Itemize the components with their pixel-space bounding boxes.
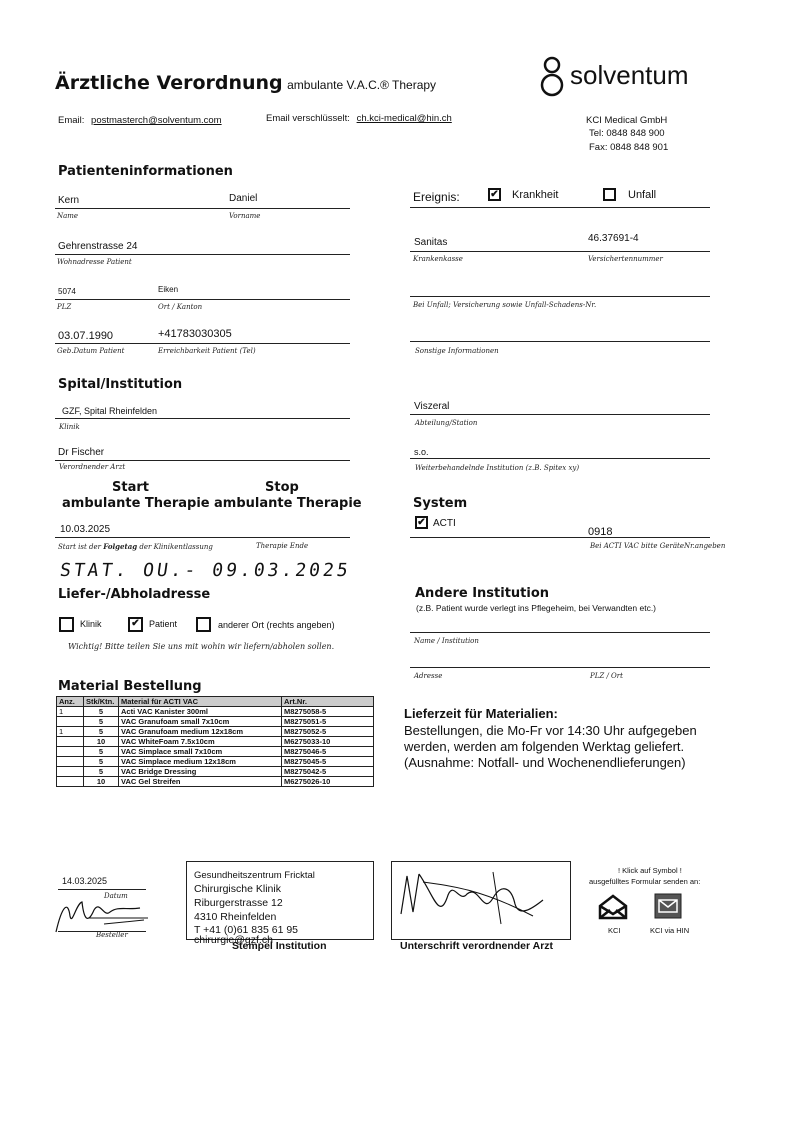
stamp-line-4: 4310 Rheinfelden: [194, 911, 277, 923]
line-kasse: [410, 251, 710, 252]
table-row: 5 VAC Granufoam small 7x10cm M8275051-5: [57, 717, 374, 727]
checkbox-liefer-patient[interactable]: ✔: [128, 617, 143, 632]
section-liefer: Liefer-/Abholadresse: [58, 587, 211, 602]
brand-name: solventum: [570, 60, 689, 90]
title-main: Ärztliche Verordnung: [55, 72, 283, 94]
unterschrift-label: Unterschrift verordnender Arzt: [400, 940, 554, 952]
company-name: KCI Medical GmbH: [586, 115, 668, 126]
line-system: [410, 537, 710, 538]
section-system: System: [413, 496, 468, 511]
line-geb: [55, 343, 350, 344]
lieferzeit-line1: Bestellungen, die Mo-Fr vor 14:30 Uhr aufgegeben: [404, 723, 697, 738]
table-row: 1 5 Acti VAC Kanister 300ml M8275058-5: [57, 707, 374, 717]
weiter-label: Weiterbehandelnde Institution (z.B. Spitex xy): [415, 464, 580, 472]
line-klinik: [55, 418, 350, 419]
unfall-nr-label: Bei Unfall; Versicherung sowie Unfall-Schadens-Nr.: [413, 301, 597, 309]
line-plz: [55, 299, 350, 300]
title-sub: ambulante V.A.C.® Therapy: [287, 78, 437, 92]
patient-plz[interactable]: 5074: [58, 287, 76, 296]
kci-label: KCI: [608, 926, 621, 935]
ereignis-label: Ereignis:: [413, 190, 460, 204]
kci-hin-label: KCI via HIN: [650, 926, 690, 935]
col-anz: Anz.: [57, 697, 84, 707]
line-ereignis: [410, 207, 710, 208]
start-label: Start ist der Folgetag der Klinikentlassung: [58, 542, 213, 551]
institution-stamp: [186, 861, 374, 940]
line-name: [55, 208, 350, 209]
sonstige-label: Sonstige Informationen: [415, 347, 499, 355]
line-start: [55, 537, 350, 538]
tel-label: Erreichbarkeit Patient (Tel): [158, 347, 256, 355]
line-adresse: [55, 254, 350, 255]
patient-adresse[interactable]: Gehrenstrasse 24: [58, 241, 138, 252]
kasse-label: Krankenkasse: [413, 255, 463, 263]
datum-value[interactable]: 14.03.2025: [62, 876, 108, 886]
line-weiter: [410, 458, 710, 459]
material-header-row: [57, 697, 374, 707]
line-arzt: [55, 460, 350, 461]
adresse-label: Wohnadresse Patient: [57, 258, 132, 266]
geraet-label: Bei ACTI VAC bitte GeräteNr.angeben: [590, 542, 726, 550]
liefer-patient-label: Patient: [149, 619, 178, 629]
company-fax: Fax: 0848 848 901: [589, 142, 669, 153]
email-enc-row: [266, 113, 452, 124]
krankenkasse[interactable]: Sanitas: [414, 237, 448, 248]
weiter-value[interactable]: s.o.: [414, 447, 429, 457]
stamp-line-5: T +41 (0)61 835 61 95: [194, 924, 299, 936]
besteller-signature-icon: [48, 896, 158, 936]
lieferzeit-line2: werden, werden am folgenden Werktag geliefert.: [404, 739, 685, 754]
unfall-label: Unfall: [628, 189, 657, 201]
start-heading-1: Start: [112, 480, 149, 495]
stamp-line-1: Gesundheitszentrum Fricktal: [194, 870, 315, 881]
email-label: Email:: [58, 115, 85, 126]
handwritten-note: STAT. OU.- 09.03.2025: [58, 560, 353, 581]
stamp-line-2: Chirurgische Klinik: [194, 883, 281, 895]
checkbox-unfall[interactable]: [603, 188, 616, 201]
line-abteilung: [410, 414, 710, 415]
checkbox-acti[interactable]: ✔: [415, 516, 428, 529]
vorname-label: Vorname: [229, 212, 261, 220]
versnr-label: Versichertennummer: [588, 255, 663, 263]
email-row: [58, 115, 222, 126]
send-kci-hin-button[interactable]: [654, 893, 682, 919]
checkbox-liefer-anderer[interactable]: [196, 617, 211, 632]
email-link[interactable]: postmasterch@solventum.com: [91, 115, 222, 126]
liefer-klinik-label: Klinik: [80, 619, 102, 629]
send-hint-1: ! Klick auf Symbol !: [618, 866, 682, 875]
lieferzeit-title: Lieferzeit für Materialien:: [404, 706, 558, 721]
abteilung-label: Abteilung/Station: [415, 419, 478, 427]
col-artnr: Art.Nr.: [282, 697, 374, 707]
doctor-signature-icon: [393, 864, 568, 934]
stop-heading-1: Stop: [265, 480, 299, 495]
section-patient: Patienteninformationen: [58, 164, 233, 179]
section-spital: Spital/Institution: [58, 377, 183, 392]
email-enc-label: Email verschlüsselt:: [266, 113, 350, 124]
table-row: 5 VAC Simplace medium 12x18cm M8275045-5: [57, 757, 374, 767]
patient-name[interactable]: Kern: [58, 195, 80, 206]
patient-vorname[interactable]: Daniel: [229, 193, 258, 204]
stamp-line-3: Riburgerstrasse 12: [194, 897, 283, 909]
section-andere: Andere Institution: [415, 586, 550, 601]
checkbox-liefer-klinik[interactable]: [59, 617, 74, 632]
start-date[interactable]: 10.03.2025: [60, 524, 111, 535]
abteilung-value[interactable]: Viszeral: [414, 401, 450, 412]
line-andere-adresse: [410, 667, 710, 668]
klinik-value[interactable]: GZF, Spital Rheinfelden: [62, 406, 158, 416]
ende-label: Therapie Ende: [256, 542, 309, 550]
col-stk: Stk/Ktn.: [84, 697, 119, 707]
patient-tel[interactable]: +41783030305: [158, 328, 232, 340]
plz-label: PLZ: [57, 303, 72, 311]
hin-mail-icon: [654, 893, 682, 919]
liefer-anderer-label: anderer Ort (rechts angeben): [218, 620, 335, 630]
name-label: Name: [57, 212, 79, 220]
line-unfall-nr: [410, 296, 710, 297]
start-heading-2: ambulante Therapie: [62, 496, 210, 511]
liefer-hinweis: Wichtig! Bitte teilen Sie uns mit wohin wir liefern/abholen sollen.: [68, 642, 335, 651]
solventum-logo-icon: [538, 54, 566, 98]
andere-adresse-label: Adresse: [414, 672, 443, 680]
stempel-label: Stempel Institution: [232, 940, 327, 952]
checkbox-krankheit[interactable]: ✔: [488, 188, 501, 201]
col-material: Material für ACTI VAC: [119, 697, 282, 707]
material-table: [56, 696, 374, 787]
table-row: 1 5 VAC Granufoam medium 12x18cm M8275052-5: [57, 727, 374, 737]
acti-label: ACTI: [433, 518, 456, 529]
company-tel: Tel: 0848 848 900: [589, 128, 665, 139]
email-enc-link[interactable]: ch.kci-medical@hin.ch: [356, 113, 452, 124]
geb-label: Geb.Datum Patient: [57, 347, 125, 355]
andere-plz-label: PLZ / Ort: [590, 672, 623, 680]
besteller-label: Besteller: [96, 931, 128, 939]
table-row: 5 VAC Simplace small 7x10cm M8275046-5: [57, 747, 374, 757]
klinik-label: Klinik: [59, 423, 80, 431]
andere-name-label: Name / Institution: [414, 637, 479, 645]
line-datum: [58, 889, 146, 890]
lieferzeit-line3: (Ausnahme: Notfall- und Wochenendlieferungen): [404, 755, 686, 770]
line-andere-name: [410, 632, 710, 633]
page-title: [55, 72, 436, 94]
table-row: 5 VAC Bridge Dressing M8275042-5: [57, 767, 374, 777]
datum-label: Datum: [104, 892, 128, 900]
table-row: 10 VAC WhiteFoam 7.5x10cm M6275033-10: [57, 737, 374, 747]
table-row: 10 VAC Gel Streifen M6275026-10: [57, 777, 374, 787]
ort-label: Ort / Kanton: [158, 303, 203, 311]
versichertennummer[interactable]: 46.37691-4: [588, 233, 639, 244]
envelope-icon: [597, 893, 629, 921]
section-material: Material Bestellung: [58, 679, 202, 694]
stop-heading-2: ambulante Therapie: [214, 496, 362, 511]
patient-geb[interactable]: 03.07.1990: [58, 330, 114, 342]
krankheit-label: Krankheit: [512, 189, 559, 201]
arzt-value[interactable]: Dr Fischer: [58, 447, 105, 458]
line-sonstige: [410, 341, 710, 342]
andere-hinweis: (z.B. Patient wurde verlegt ins Pflegeheim, bei Verwandten etc.): [416, 603, 657, 613]
arzt-label: Verordnender Arzt: [59, 463, 126, 471]
geraet-value[interactable]: 0918: [588, 526, 613, 538]
send-hint-2: ausgefülltes Formular senden an:: [589, 877, 701, 886]
send-kci-button[interactable]: [597, 893, 629, 921]
stamp-email: chirurgie@gzf.ch: [194, 934, 273, 946]
patient-ort[interactable]: Eiken: [158, 285, 179, 294]
